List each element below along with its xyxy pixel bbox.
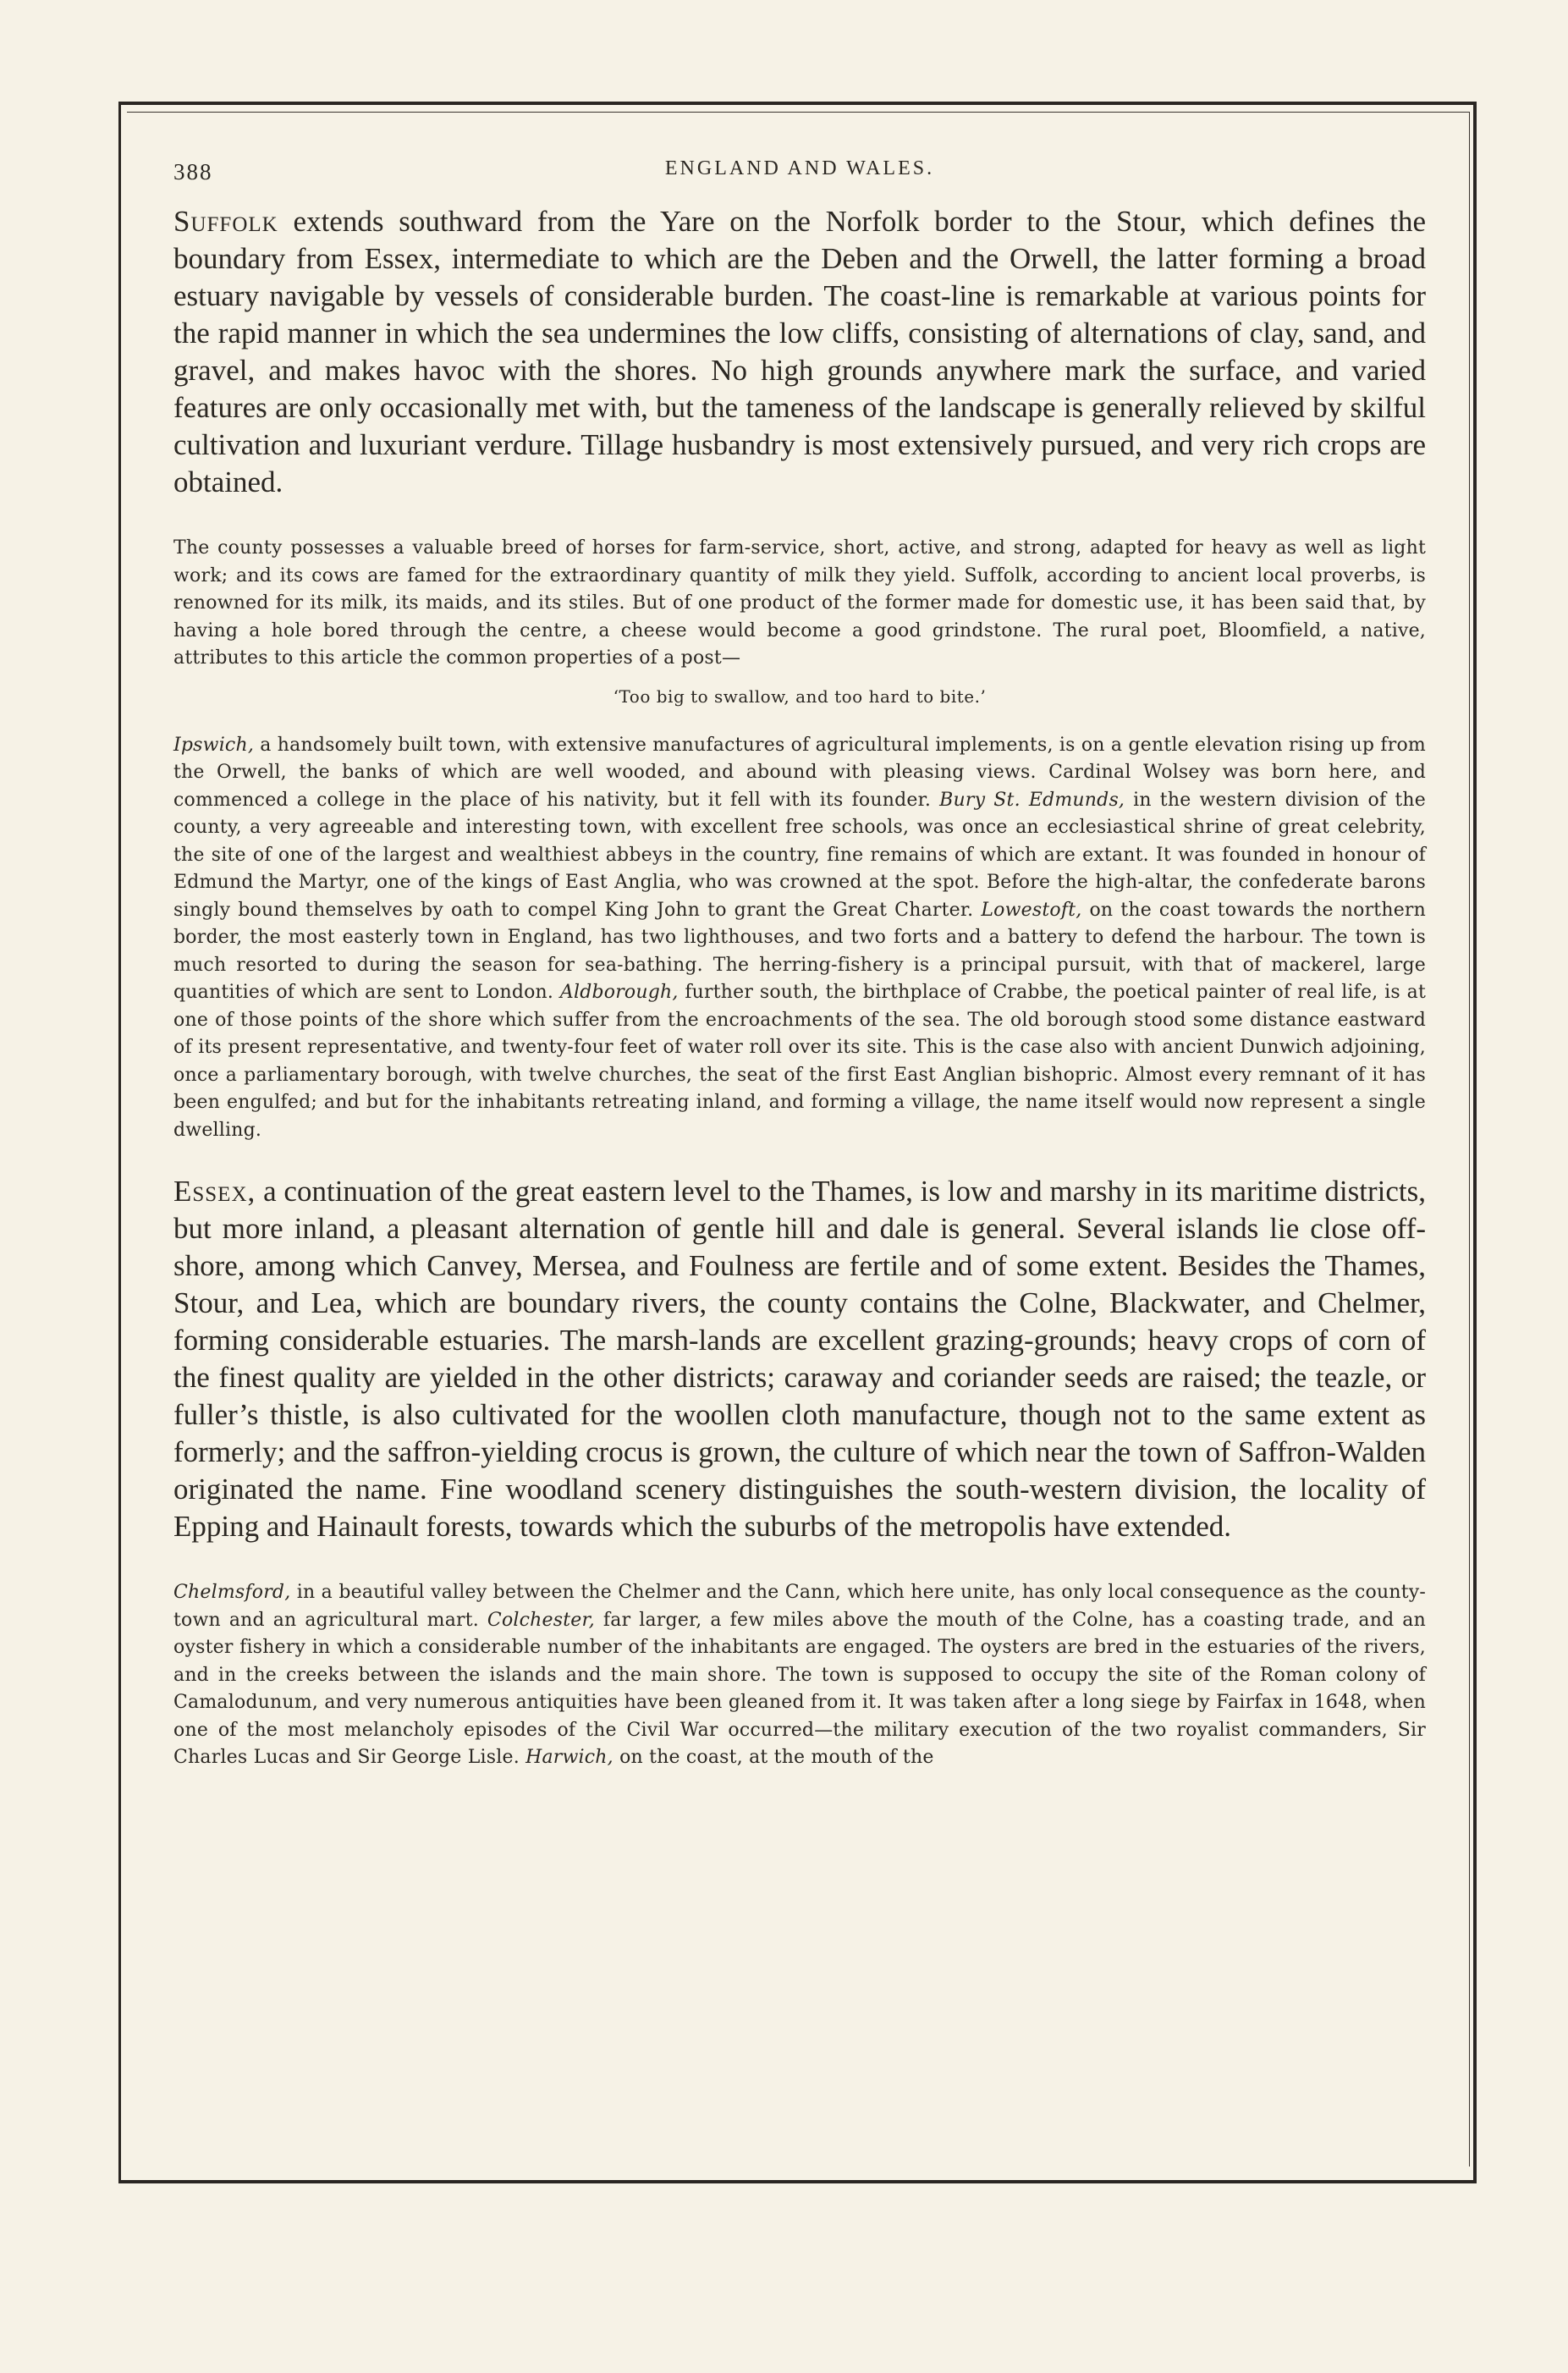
chelmsford-text: in a beautiful valley between the Chelmer and the Cann, which here unite, has only local consequence as the county-town and an agricultural mart. [173,1582,1426,1631]
page-body [173,203,1426,1786]
harwich-text: on the coast, at the mouth of the [613,1747,934,1768]
essex-towns-paragraph [173,1579,1426,1772]
town-name-harwich: Harwich, [525,1747,613,1768]
colchester-text: far larger, a few miles above the mouth of the Colne, has a coasting trade, and an oyster fishery in which a considerable number of the inhabitants are engaged. The oysters are bred in the estuaries of the rivers, and in the creeks between the islands and the main shore. The town is supposed to occupy the site of the Roman colony of Camalodunum, and very numerous antiquities have been gleaned from it. It was taken after a long siege by Fairfax in 1648, when one of the most melancholy episodes of the Civil War occurred—the military execution of the two royalist commanders, Sir Charles Lucas and Sir George Lisle. [173,1609,1426,1768]
page-number: 388 [173,159,213,184]
essex-paragraph [173,1173,1426,1545]
essex-lead: Essex, [173,1175,256,1208]
ipswich-text: a handsomely built town, with extensive manufactures of agricultural implements, is on a gentle elevation rising up from the Orwell, the banks of which are well wooded, and abound with pleasing views. Cardinal Wolsey was born here, and commenced a college in the place of his nativity, but it fell with its founder. [173,734,1426,811]
town-name-bury: Bury St. Edmunds, [939,789,1125,811]
town-name-lowestoft: Lowestoft, [981,899,1082,921]
bury-text: in the western division of the county, a very agreeable and interesting town, with excellent free schools, was once an ecclesiastical shrine of great celebrity, the site of one of the largest and wealthiest abbeys in the country, fine remains of which are extant. It was founded in honour of Edmund the Martyr, one of the kings of East Anglia, who was crowned at the spot. Before the high-altar, the confederate barons singly bound themselves by oath to compel King John to grant the Great Charter. [173,789,1427,921]
suffolk-lead: Suffolk [173,205,278,238]
aldborough-text: further south, the birthplace of Crabbe, the poetical painter of real life, is at one of those points of the shore which suffer from the encroachments of the sea. The old borough stood some distance eastward of its present representative, and twenty-four feet of water roll over its site. This is the case also with ancient Dunwich adjoining, once a parliamentary borough, with twelve churches, the seat of the first East Anglian bishopric. Almost every remnant of it has been engulfed; and but for the inhabitants retreating inland, and forming a village, the name itself would now represent a single dwelling. [173,982,1427,1141]
page-header [173,152,1426,186]
suffolk-paragraph [173,203,1426,501]
town-name-aldborough: Aldborough, [559,982,679,1003]
essex-text: a continuation of the great eastern level to the Thames, is low and marshy in its maritime districts, but more inland, a pleasant alternation of gentle hill and dale is general. Several islands lie close off-shore, among which Canvey, Mersea, and Foulness are fertile and of some extent. Besides the Thames, Stour, and Lea, which are boundary rivers, the county contains the Colne, Blackwater, and Chelmer, forming considerable estuaries. The marsh-lands are excellent grazing-grounds; heavy crops of corn of the finest quality are yielded in the other districts; caraway and coriander seeds are raised; the teazle, or fuller’s thistle, is also cultivated for the woollen cloth manufacture, though not to the same extent as formerly; and the saffron-yielding crocus is grown, the culture of which near the town of Saffron-Walden originated the name. Fine woodland scenery distinguishes the south-western division, the locality of Epping and Hainault forests, towards which the suburbs of the metropolis have extended. [173,1175,1426,1543]
running-title: ENGLAND AND WALES. [664,157,935,179]
suffolk-text: extends southward from the Yare on the Norfolk border to the Stour, which defines the boundary from Essex, intermediate to which are the Deben and the Orwell, the latter forming a broad estuary navigable by vessels of considerable burden. The coast-line is remarkable at various points for the rapid manner in which the sea undermines the low cliffs, consisting of alternations of clay, sand, and gravel, and makes havoc with the shores. No high grounds anywhere mark the surface, and varied features are only occasionally met with, but the tameness of the landscape is generally relieved by skilful cultivation and luxuriant verdure. Tillage husbandry is most extensively pursued, and very rich crops are obtained. [173,205,1427,498]
town-name-colchester: Colchester, [487,1609,595,1631]
town-name-ipswich: Ipswich, [173,734,255,756]
suffolk-detail-paragraph: The county possesses a valuable breed of horses for farm-service, short, active, and strong, adapted for heavy as well as light work; and its cows are famed for the extraordinary quantity of milk they yield. Suffolk, according to ancient local proverbs, is renowned for its milk, its maids, and its stiles. But of one product of the former made for domestic use, it has been said that, by having a hole bored through the centre, a cheese would become a good grindstone. The rural poet, Bloomfield, a native, attributes to this article the common properties of a post— [173,537,1426,669]
lowestoft-text: on the coast towards the northern border, the most easterly town in England, has two lighthouses, and two forts and a battery to defend the harbour. The town is much resorted to during the season for sea-bathing. The herring-fishery is a principal pursuit, with that of mackerel, large quantities of which are sent to London. [173,899,1426,1003]
suffolk-towns-paragraph [173,732,1426,1145]
town-name-chelmsford: Chelmsford, [173,1582,291,1603]
bloomfield-quote: ‘Too big to swallow, and too hard to bite.’ [613,685,987,707]
